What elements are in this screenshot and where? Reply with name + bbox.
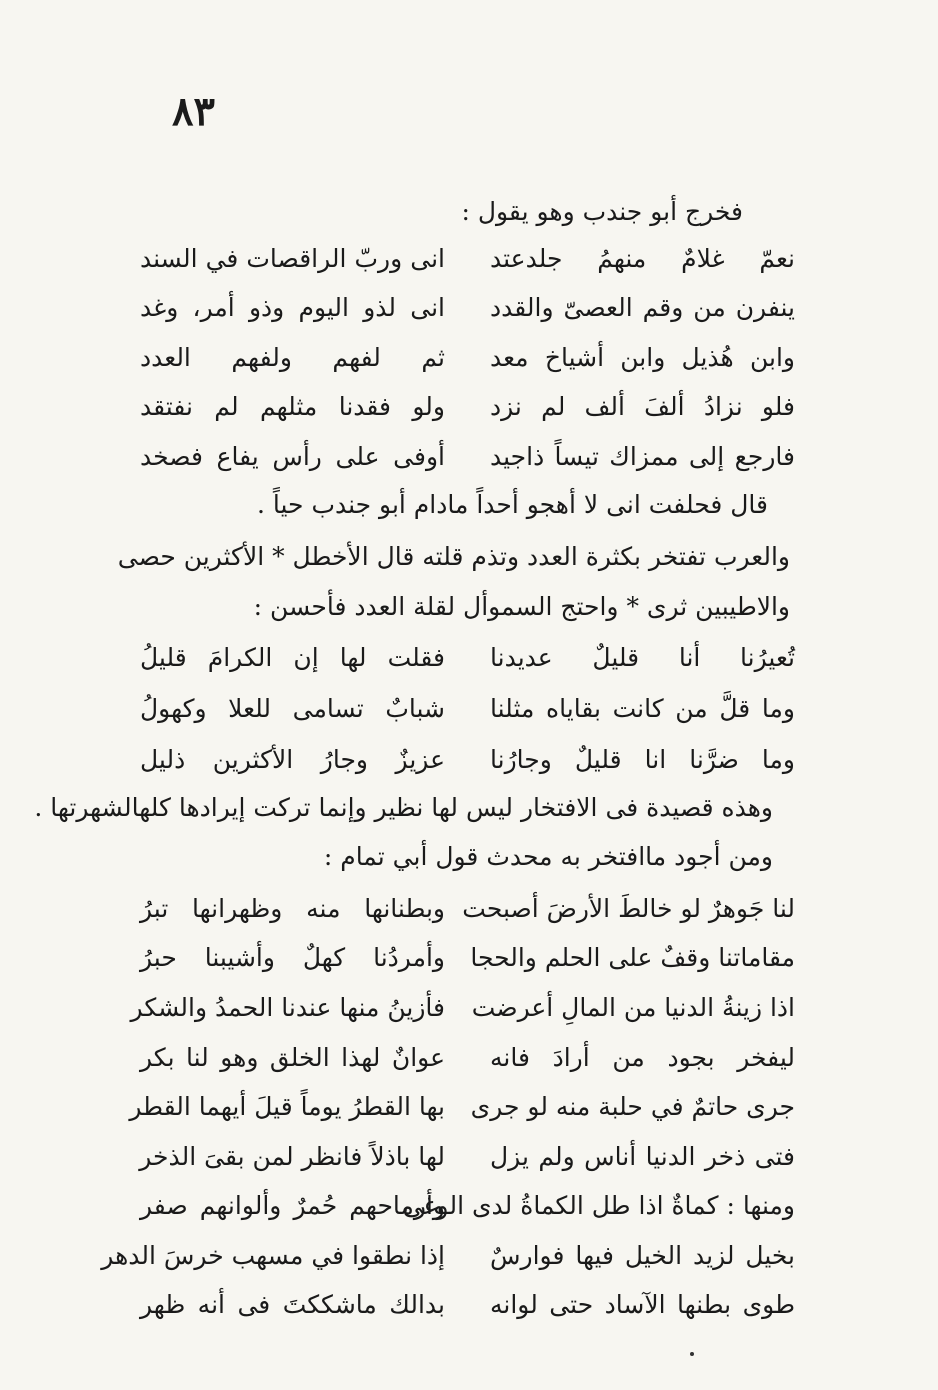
verse-second-hemistich: بدالك ماشككتَ فى أنه ظهر [140,1290,445,1319]
intro-line-3: ومن أجود ماافتخر به محدث قول أبي تمام : [323,842,773,871]
verse-line [140,1282,795,1328]
verse-second-hemistich: وأمردُنا كهلٌ وأشيبنا حبرُ [140,943,445,972]
verse-first-hemistich: طوى بطنها الآساد حتى لوانه [490,1290,795,1319]
verse-line [140,886,795,932]
verse-second-hemistich: ولو فقدنا مثلهم لم نفتقد [140,392,445,421]
verse-second-hemistich: فقلت لها إن الكرامَ قليلُ [140,643,445,672]
verse-second-hemistich: بها القطرُ يوماً قيلَ أيهما القطر [129,1092,445,1121]
verse-line [140,686,795,732]
verse-second-hemistich: أوفى على رأس يفاع فصخد [140,442,445,471]
verse-second-hemistich: وبطنانها منه وظهرانها تبرُ [140,894,445,923]
verse-first-hemistich: فتى ذخر الدنيا أناس ولم يزل [490,1142,795,1171]
verse-first-hemistich: ليفخر بجود من أرادَ فانه [490,1043,795,1072]
verse-first-hemistich: لنا جَوهرٌ لو خالطَ الأرضَ أصبحت [462,894,795,923]
verse-line [140,1134,795,1180]
verse-line [129,1084,795,1130]
verse-line [140,384,795,430]
verse-line [140,236,795,282]
verse-line [140,285,795,331]
verse-second-hemistich: انى وربّ الراقصات في السند [140,244,445,273]
paragraph-line: والعرب تفتخر بكثرة العدد وتذم قلته قال الأخطل * الأكثرين حصى [117,542,790,571]
verse-first-hemistich: مقاماتنا وقفٌ على الحلم والحجا [470,943,795,972]
closing-line-1: قال فحلفت انى لا أهجو أحداً مادام أبو جندب حياً . [256,490,768,519]
page-number: ٨٣ [172,88,215,135]
verse-first-hemistich: بخيل لزيد الخيل فيها فوارسٌ [490,1241,795,1270]
verse-second-hemistich: شبابٌ تسامى للعلا وكهولُ [140,694,445,723]
verse-first-hemistich: اذا زينةُ الدنيا من المالِ أعرضت [471,993,795,1022]
verse-second-hemistich: عزيزٌ وجارُ الأكثرين ذليل [140,745,445,774]
verse-line [140,434,795,480]
verse-line [140,635,795,681]
verse-second-hemistich: وأرماحهم حُمرٌ وألوانهم صفر [140,1191,445,1220]
intro-line-1: فخرج أبو جندب وهو يقول : [461,197,743,226]
verse-line [101,1233,795,1279]
verse-first-hemistich: ومنها : كماةٌ اذا طل الكماةُ لدى الوغى [402,1191,795,1220]
closing-line-2: وهذه قصيدة فى الافتخار ليس لها نظير وإنما تركت إيرادها كلهالشهرتها . [34,793,773,822]
verse-line [140,1035,795,1081]
verse-first-hemistich: وما ضرَّنا انا قليلٌ وجارُنا [490,745,795,774]
verse-second-hemistich: ثم لفهم ولفهم العدد [140,343,445,372]
verse-first-hemistich: ينفرن من وقم العصىّ والقدد [490,293,795,322]
verse-first-hemistich: وابن هُذيل وابن أشياخ معد [490,343,795,372]
verse-line [130,985,795,1031]
paragraph-line: والاطيبين ثرى * واحتج السموأل لقلة العدد فأحسن : [253,592,790,621]
verse-first-hemistich: نعمّ غلامٌ منهمُ جلدعتد [490,244,795,273]
verse-second-hemistich: فأزينُ منها عندنا الحمدُ والشكر [130,993,445,1022]
verse-line [140,935,795,981]
verse-second-hemistich: لها باذلاً فانظر لمن بقىَ الذخر [139,1142,445,1171]
verse-first-hemistich: تُعيرُنا أنا قليلٌ عديدنا [490,643,795,672]
verse-first-hemistich: فارجع إلى ممزاك تيساً ذاجيد [490,442,795,471]
verse-first-hemistich: وما قلَّ من كانت بقاياه مثلنا [490,694,795,723]
verse-second-hemistich: انى لذو اليوم وذو أمر، وغد [140,293,445,322]
verse-first-hemistich: فلو نزادُ ألفَ ألف لم نزد [490,392,795,421]
verse-line [140,737,795,783]
ink-speck [690,1352,694,1356]
verse-second-hemistich: عوانٌ لهذا الخلق وهو لنا بكر [140,1043,445,1072]
verse-line [140,1183,795,1229]
verse-line [140,335,795,381]
verse-second-hemistich: إذا نطقوا في مسهب خرسَ الدهر [101,1241,445,1270]
verse-first-hemistich: جرى حاتمٌ في حلبة منه لو جرى [470,1092,795,1121]
